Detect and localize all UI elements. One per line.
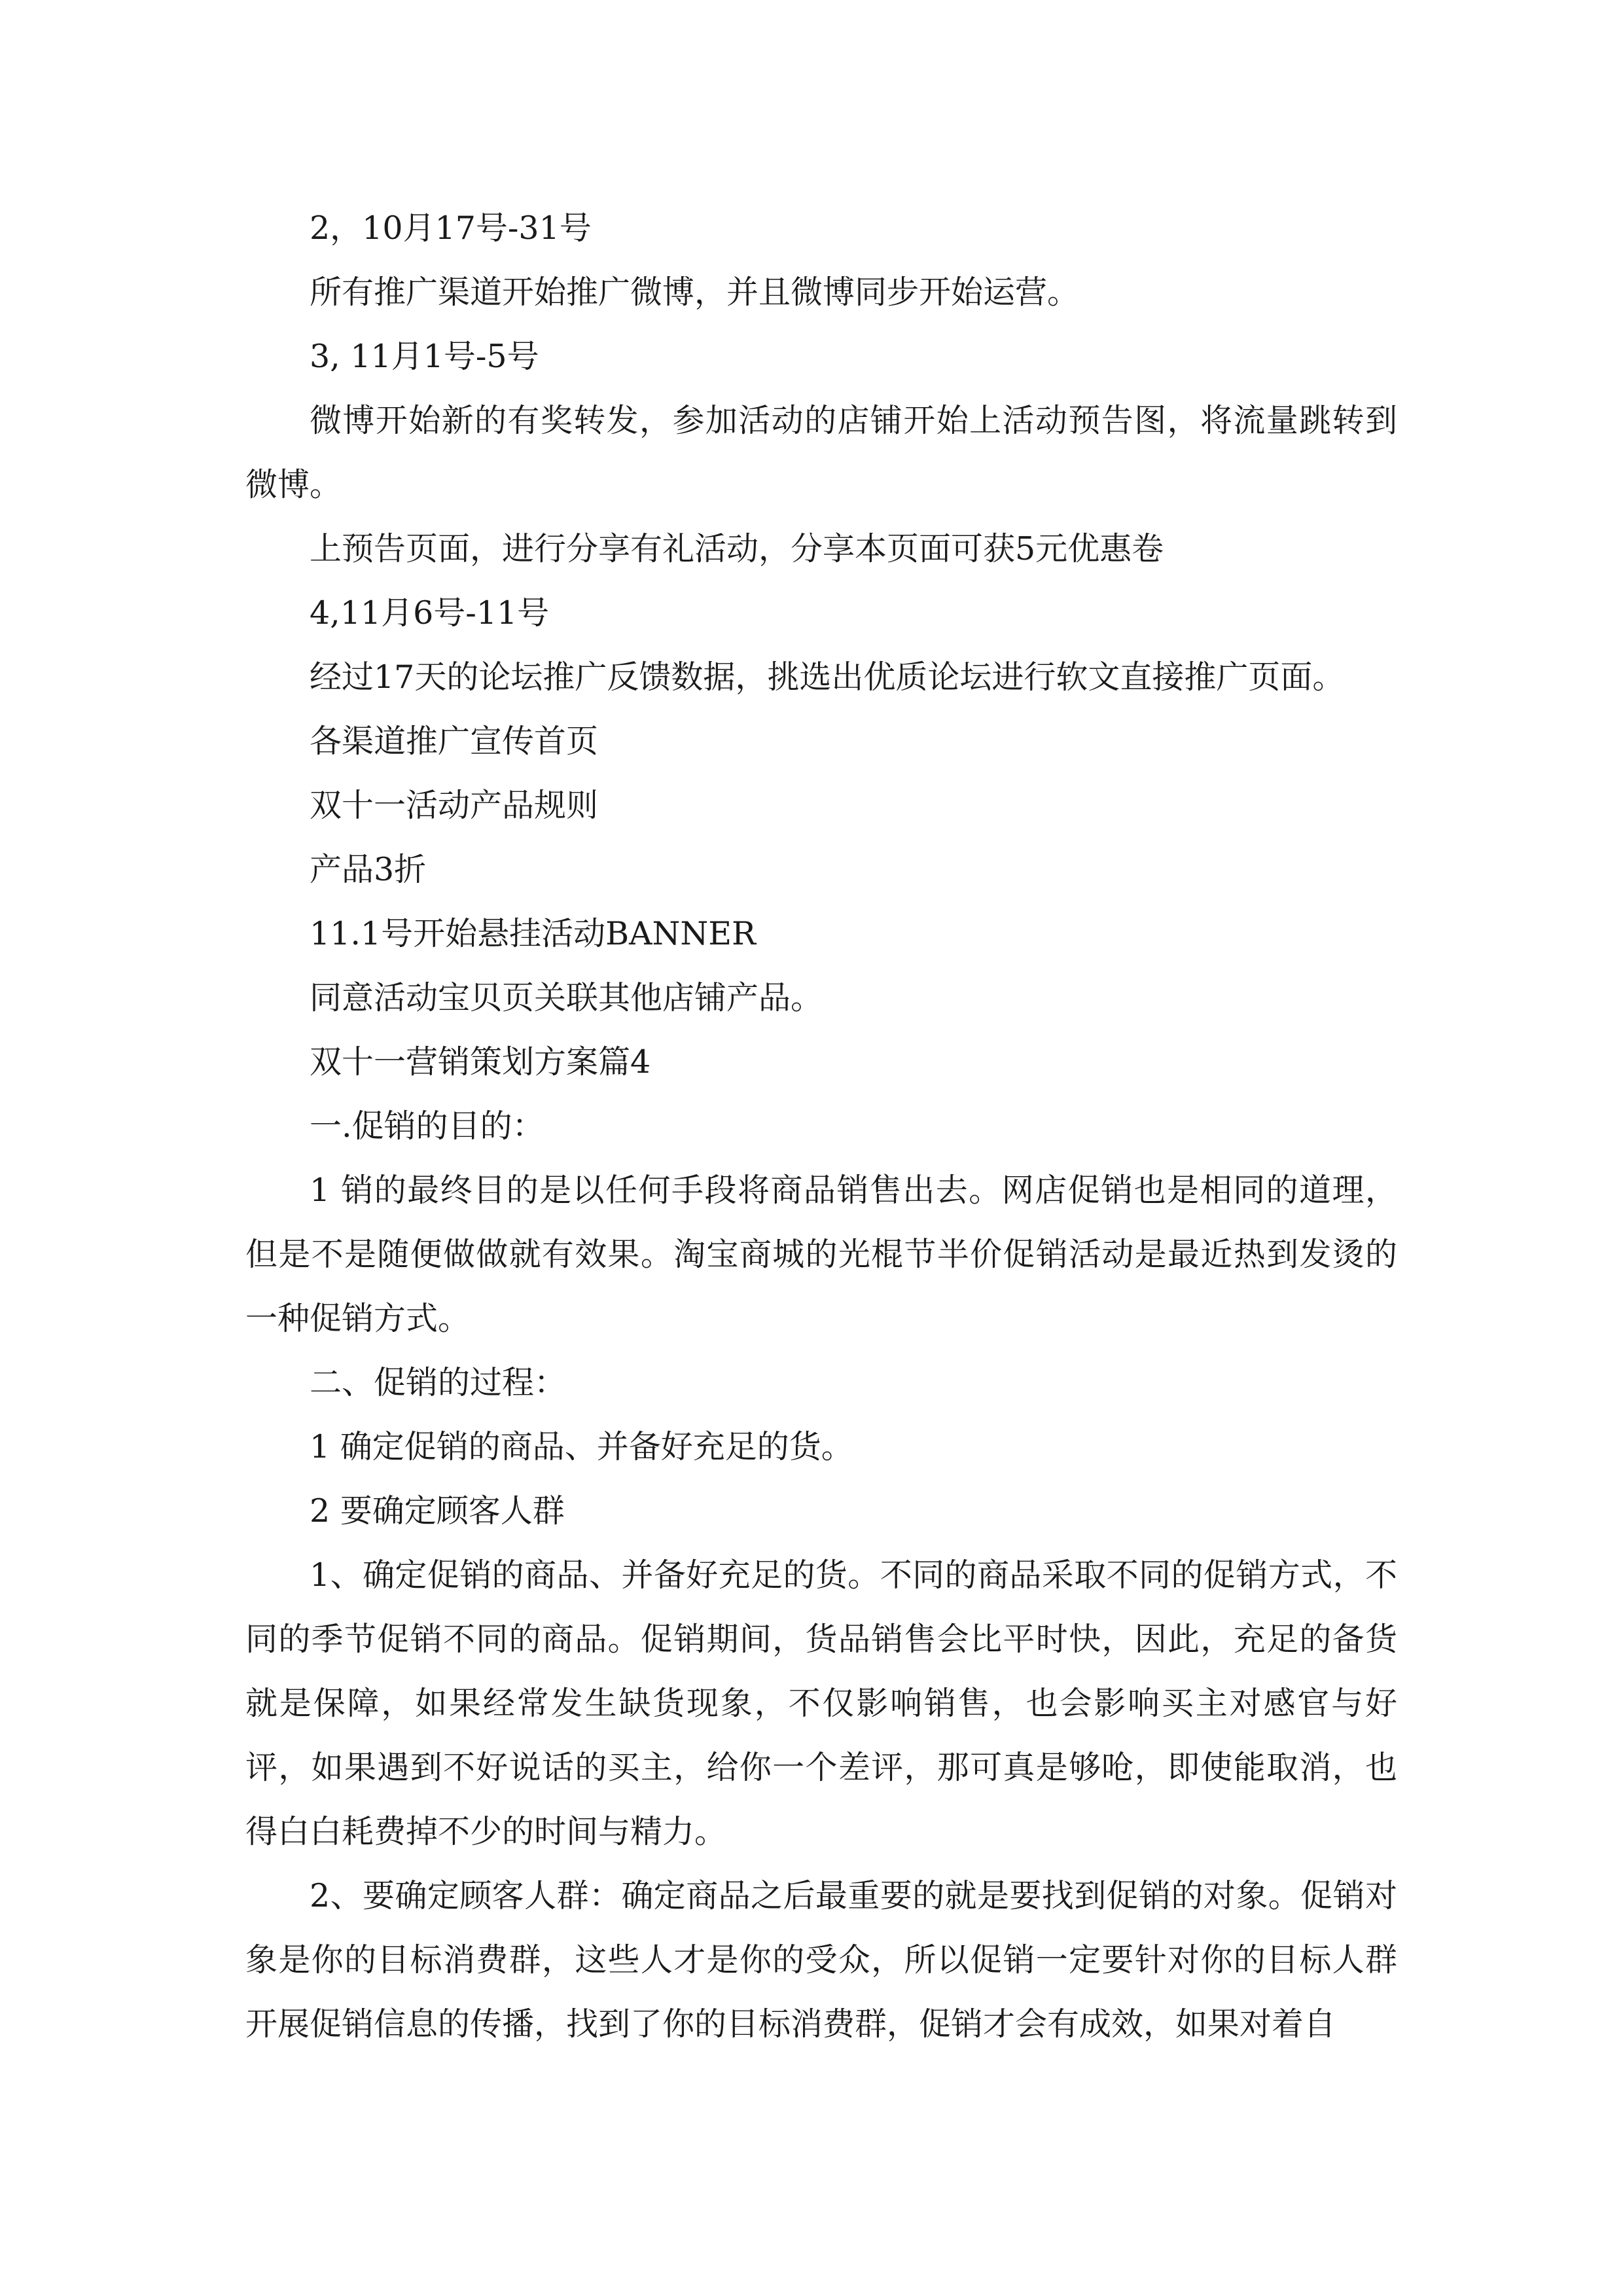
paragraph: 2，10月17号-31号 [310,209,592,247]
paragraph: 1 销的最终目的是以任何手段将商品销售出去。网店促销也是相同的道理，但是不是随便做做就有效果。淘宝商城的光棍节半价促销活动是最近热到发烫的一种促销方式。 [245,1172,1397,1337]
paragraph: 经过17天的论坛推广反馈数据，挑选出优质论坛进行软文直接推广页面。 [310,658,1345,696]
paragraph: 1 确定促销的商品、并备好充足的货。 [310,1428,853,1465]
paragraph: 各渠道推广宣传首页 [310,723,599,760]
paragraph: 2、要确定顾客人群：确定商品之后最重要的就是要找到促销的对象。促销对象是你的目标消费群，这些人才是你的受众，所以促销一定要针对你的目标人群开展促销信息的传播，找到了你的目标消费群，促销才会有成效，如果对着自 [245,1877,1397,2043]
paragraph: 双十一活动产品规则 [310,787,599,824]
subheading: 二、促销的过程： [310,1364,567,1401]
paragraph: 11.1号开始悬挂活动BANNER [310,915,756,952]
paragraph: 1、确定促销的商品、并备好充足的货。不同的商品采取不同的促销方式，不同的季节促销不同的商品。促销期间，货品销售会比平时快，因此，充足的备货就是保障，如果经常发生缺货现象，不仅影响销售，也会影响买主对感官与好评，如果遇到不好说话的买主，给你一个差评，那可真是够呛，即使能取消，也得白白耗费掉不少的时间与精力。 [245,1556,1397,1850]
paragraph: 2 要确定顾客人群 [310,1492,565,1530]
subheading: 一.促销的目的： [310,1107,544,1145]
paragraph: 微博开始新的有奖转发，参加活动的店铺开始上活动预告图，将流量跳转到微博。 [245,402,1397,503]
paragraph: 上预告页面，进行分享有礼活动，分享本页面可获5元优惠卷 [310,530,1164,567]
paragraph: 所有推广渠道开始推广微博，并且微博同步开始运营。 [310,274,1080,311]
paragraph: 4,11月6号-11号 [310,594,550,632]
paragraph: 产品3折 [310,851,427,888]
document-body [245,196,1397,2056]
paragraph: 3, 11月1号-5号 [310,338,539,375]
paragraph: 同意活动宝贝页关联其他店铺产品。 [310,979,823,1016]
section-heading: 双十一营销策划方案篇4 [310,1043,651,1081]
